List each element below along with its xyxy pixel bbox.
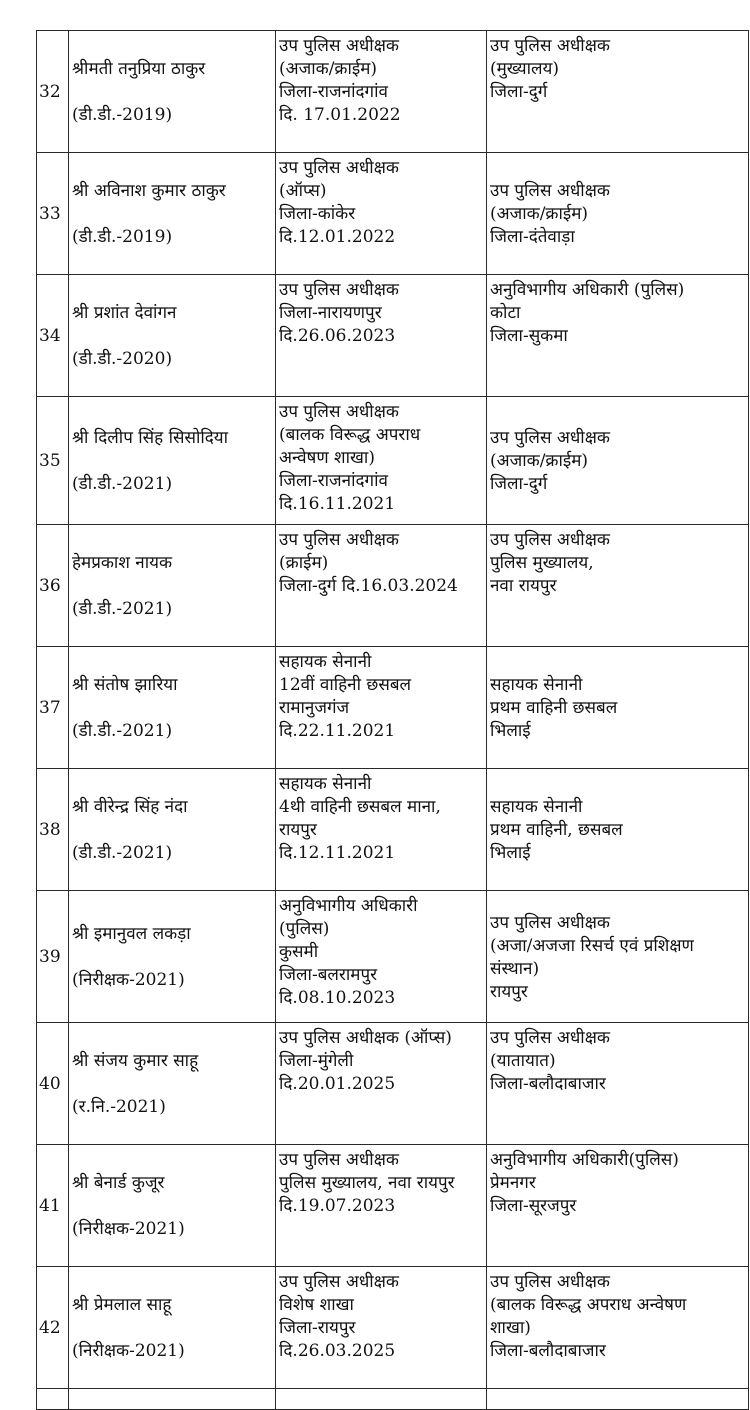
serial-number: 37	[37, 647, 69, 769]
officer-name: श्री इमानुवल लकड़ा	[72, 924, 191, 944]
new-posting	[487, 397, 749, 525]
current-posting	[276, 1267, 487, 1389]
current-posting	[276, 891, 487, 1023]
officer-batch: (डी.डी.-2021)	[72, 599, 173, 619]
officer-name-cell	[69, 525, 276, 647]
current-posting	[276, 397, 487, 525]
current-posting-text: उप पुलिस अधीक्षक (बालक विरूद्ध अपराध अन्वेषण शाखा) जिला-राजनांदगांव दि.16.11.2021	[279, 402, 421, 514]
table-row	[37, 647, 749, 769]
officer-batch: (निरीक्षक-2021)	[72, 1341, 185, 1361]
officer-name: श्री दिलीप सिंह सिसोदिया	[72, 428, 229, 448]
current-posting	[276, 525, 487, 647]
officer-name-cell	[69, 1145, 276, 1267]
officer-name: श्री वीरेन्द्र सिंह नंदा	[72, 797, 188, 817]
officer-name: श्री संजय कुमार साहू	[72, 1051, 199, 1071]
current-posting-text: सहायक सेनानी 4थी वाहिनी छसबल माना, रायपुर दि.12.11.2021	[279, 774, 441, 863]
new-posting	[487, 647, 749, 769]
current-posting-text: उप पुलिस अधीक्षक जिला-नारायणपुर दि.26.06.2023	[279, 280, 399, 346]
officer-batch: (डी.डी.-2021)	[72, 721, 173, 741]
current-posting-text: सहायक सेनानी 12वीं वाहिनी छसबल रामानुजगंज दि.22.11.2021	[279, 652, 412, 741]
new-posting	[487, 31, 749, 153]
new-posting	[487, 769, 749, 891]
officer-batch: (र.नि.-2021)	[72, 1097, 166, 1117]
new-posting-text: उप पुलिस अधीक्षक (यातायात) जिला-बलौदाबाजार	[490, 1028, 610, 1094]
current-posting	[276, 769, 487, 891]
officer-name: श्री बेनार्ड कुजूर	[72, 1173, 165, 1193]
officer-batch: (डी.डी.-2021)	[72, 843, 173, 863]
empty-cell	[69, 1389, 276, 1410]
empty-cell	[487, 1389, 749, 1410]
officer-batch: (डी.डी.-2019)	[72, 227, 173, 247]
officer-name: हेमप्रकाश नायक	[72, 553, 173, 573]
officer-batch: (निरीक्षक-2021)	[72, 1219, 185, 1239]
serial-number: 32	[37, 31, 69, 153]
new-posting-text: उप पुलिस अधीक्षक (मुख्यालय) जिला-दुर्ग	[490, 36, 610, 102]
current-posting-text: उप पुलिस अधीक्षक (ऑप्स) जिला-मुंगेली दि.20.01.2025	[279, 1028, 452, 1094]
table-row	[37, 397, 749, 525]
current-posting	[276, 1145, 487, 1267]
table-row	[37, 1145, 749, 1267]
new-posting-text: अनुविभागीय अधिकारी(पुलिस) प्रेमनगर जिला-सूरजपुर	[490, 1150, 679, 1216]
table-row	[37, 31, 749, 153]
officer-name-cell	[69, 31, 276, 153]
current-posting-text: उप पुलिस अधीक्षक पुलिस मुख्यालय, नवा रायपुर दि.19.07.2023	[279, 1150, 455, 1216]
new-posting-text: सहायक सेनानी प्रथम वाहिनी छसबल भिलाई	[490, 675, 618, 741]
transfer-list-table	[36, 30, 749, 1410]
serial-number: 40	[37, 1023, 69, 1145]
officer-name-cell	[69, 769, 276, 891]
officer-name-cell	[69, 397, 276, 525]
current-posting-text: उप पुलिस अधीक्षक (क्राईम) जिला-दुर्ग दि.16.03.2024	[279, 530, 458, 596]
empty-cell	[276, 1389, 487, 1410]
serial-number: 35	[37, 397, 69, 525]
empty-cell	[37, 1389, 69, 1410]
serial-number: 39	[37, 891, 69, 1023]
current-posting-text: अनुविभागीय अधिकारी (पुलिस) कुसमी जिला-बलरामपुर दि.08.10.2023	[279, 896, 418, 1008]
table-row-partial	[37, 1389, 749, 1410]
new-posting	[487, 153, 749, 275]
current-posting	[276, 1023, 487, 1145]
officer-batch: (निरीक्षक-2021)	[72, 970, 185, 990]
serial-number: 42	[37, 1267, 69, 1389]
current-posting-text: उप पुलिस अधीक्षक (अजाक/क्राईम) जिला-राजनांदगांव दि. 17.01.2022	[279, 36, 401, 125]
officer-batch: (डी.डी.-2019)	[72, 105, 173, 125]
new-posting-text: अनुविभागीय अधिकारी (पुलिस) कोटा जिला-सुकमा	[490, 280, 685, 346]
serial-number: 33	[37, 153, 69, 275]
officer-name: श्री प्रेमलाल साहू	[72, 1295, 172, 1315]
table-row	[37, 891, 749, 1023]
table-row	[37, 525, 749, 647]
serial-number: 34	[37, 275, 69, 397]
officer-name: श्री अविनाश कुमार ठाकुर	[72, 181, 226, 201]
new-posting-text: उप पुलिस अधीक्षक (बालक विरूद्ध अपराध अन्वेषण शाखा) जिला-बलौदाबाजार	[490, 1272, 687, 1361]
officer-name: श्री संतोष झारिया	[72, 675, 178, 695]
officer-name-cell	[69, 647, 276, 769]
officer-name-cell	[69, 1023, 276, 1145]
table-row	[37, 153, 749, 275]
current-posting	[276, 647, 487, 769]
officer-name: श्रीमती तनुप्रिया ठाकुर	[72, 59, 206, 79]
new-posting-text: उप पुलिस अधीक्षक (अजाक/क्राईम) जिला-दुर्ग	[490, 428, 610, 494]
table-row	[37, 1267, 749, 1389]
current-posting	[276, 31, 487, 153]
current-posting-text: उप पुलिस अधीक्षक विशेष शाखा जिला-रायपुर दि.26.03.2025	[279, 1272, 399, 1361]
new-posting	[487, 1023, 749, 1145]
officer-name-cell	[69, 153, 276, 275]
new-posting	[487, 275, 749, 397]
new-posting	[487, 525, 749, 647]
current-posting	[276, 275, 487, 397]
new-posting-text: उप पुलिस अधीक्षक पुलिस मुख्यालय, नवा रायपुर	[490, 530, 610, 596]
table-body	[37, 31, 749, 1410]
current-posting	[276, 153, 487, 275]
serial-number: 36	[37, 525, 69, 647]
new-posting	[487, 891, 749, 1023]
officer-name: श्री प्रशांत देवांगन	[72, 303, 177, 323]
new-posting-text: उप पुलिस अधीक्षक (अजाक/क्राईम) जिला-दंतेवाड़ा	[490, 181, 610, 247]
table-row	[37, 769, 749, 891]
officer-name-cell	[69, 891, 276, 1023]
officer-batch: (डी.डी.-2020)	[72, 349, 173, 369]
new-posting-text: सहायक सेनानी प्रथम वाहिनी, छसबल भिलाई	[490, 797, 623, 863]
serial-number: 41	[37, 1145, 69, 1267]
serial-number: 38	[37, 769, 69, 891]
new-posting	[487, 1267, 749, 1389]
officer-name-cell	[69, 275, 276, 397]
new-posting	[487, 1145, 749, 1267]
new-posting-text: उप पुलिस अधीक्षक (अजा/अजजा रिसर्च एवं प्रशिक्षण संस्थान) रायपुर	[490, 912, 694, 1002]
table-row	[37, 275, 749, 397]
officer-name-cell	[69, 1267, 276, 1389]
table-row	[37, 1023, 749, 1145]
current-posting-text: उप पुलिस अधीक्षक (ऑप्स) जिला-कांकेर दि.12.01.2022	[279, 158, 399, 247]
officer-batch: (डी.डी.-2021)	[72, 474, 173, 494]
